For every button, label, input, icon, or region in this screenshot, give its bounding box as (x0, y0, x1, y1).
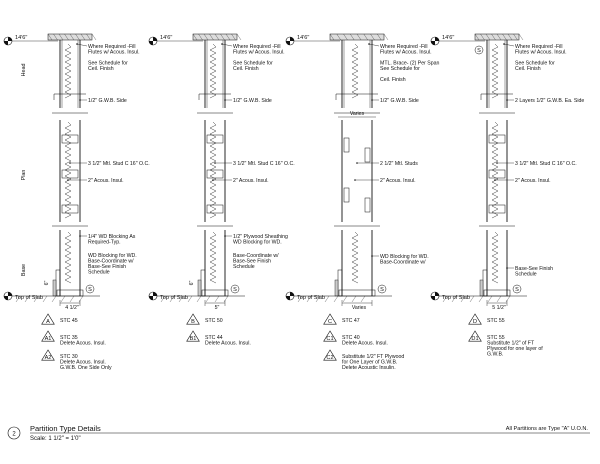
head-note: Flutes w/ Acous. Insul. (233, 49, 285, 56)
elevation-marker-quadrant (286, 296, 290, 300)
wood-base (480, 280, 483, 296)
insulation-zigzag (210, 44, 216, 98)
legend-line: STC 40 (342, 335, 360, 341)
wood-blocking (338, 270, 342, 296)
leader-dot (221, 43, 223, 45)
base-note: 1/2" Plywood Sheathing (233, 234, 288, 240)
deck-slab (330, 34, 384, 40)
legend-line: STC 35 (60, 335, 78, 341)
deck-hatch (92, 34, 96, 40)
plan-stud (207, 170, 223, 178)
elevation-marker (286, 292, 294, 300)
slab-hatch (43, 296, 47, 302)
base-note: Schedule (515, 271, 537, 278)
general-note: All Partitions are Type "A" U.O.N. (505, 426, 588, 432)
plan-note: 2" Acous. Insul. (233, 178, 269, 184)
head-note: Where Required -Fill (233, 44, 281, 50)
partition-type-tag: A (46, 319, 50, 325)
legend-line: G.W.B. One Side Only (60, 365, 112, 371)
base-note: Base-See Finish (88, 264, 127, 270)
head-elevation-label: 14'6" (442, 35, 455, 41)
slab-hatch (325, 296, 329, 302)
head-note: Flutes w/ Acous. Insul. (380, 49, 432, 56)
partition-column-d (431, 34, 584, 358)
plan-note: 2" Acous. Insul. (515, 178, 551, 184)
insulation-zigzag (65, 44, 71, 98)
head-note: Ceil. Finish (515, 66, 541, 72)
base-note: WD Blocking for WD. (88, 253, 137, 259)
leader-dot (496, 162, 498, 164)
elevation-marker (431, 37, 439, 45)
elevation-marker-quadrant (431, 296, 435, 300)
legend-line: STC 47 (342, 318, 360, 324)
head-note: See Schedule for (515, 60, 555, 67)
slab-hatch (52, 296, 56, 302)
elevation-marker (4, 37, 12, 45)
insulation-zigzag (210, 232, 216, 283)
legend-line: STC 44 (205, 335, 223, 341)
base-note: WD Blocking for WD. (233, 239, 282, 246)
deck-slab (48, 34, 92, 40)
sheet-footer (8, 424, 590, 442)
base-dimension-label: 5 1/2" (492, 305, 506, 311)
side-label-plan: Plan (21, 169, 27, 181)
plan-stud (62, 170, 78, 178)
plan-note: 2" Acous. Insul. (88, 178, 124, 184)
head-note: 2 Layers 1/2" G.W.B. Ea. Side (515, 98, 585, 104)
head-note: Ceil. Finish (380, 77, 406, 83)
head-note: Where Required -Fill (515, 44, 563, 50)
head-note: Flutes w/ Acous. Insul. (88, 49, 140, 56)
partition-column-b (149, 34, 295, 347)
wood-base (53, 280, 56, 296)
bottom-track (339, 290, 375, 296)
slab-hatch (224, 296, 228, 302)
deck-slab (475, 34, 519, 40)
elevation-marker-quadrant (290, 37, 294, 41)
detail-title: Partition Type Details (30, 424, 101, 433)
leader-dot (494, 179, 496, 181)
wood-blocking (201, 270, 205, 296)
plan-width-label: Varies (349, 111, 365, 117)
partition-column-c (286, 34, 440, 371)
head-note: Ceil. Finish (88, 66, 114, 72)
legend-line: Plywood for one layer of (487, 346, 543, 352)
plan-stud (62, 205, 78, 213)
detail-number: 2 (12, 431, 16, 438)
elevation-marker-quadrant (431, 41, 435, 45)
partition-type-tag: D1 (471, 336, 479, 342)
slab-hatch (488, 296, 492, 302)
bottom-track (57, 290, 83, 296)
base-note: Required-Typ. (88, 239, 121, 246)
bottom-track (202, 290, 228, 296)
leader-dot (79, 235, 81, 237)
side-label-base: Base (21, 263, 27, 277)
leader-dot (224, 99, 226, 101)
elevation-marker (149, 292, 157, 300)
deck-hatch (384, 34, 388, 40)
base-note: Base-Coordinate w/ (88, 258, 134, 265)
head-note: 1/2" G.W.B. Side (380, 98, 419, 104)
leader-dot (76, 43, 78, 45)
base-note: Base-Coordinate w/ (380, 259, 426, 266)
leader-dot (79, 99, 81, 101)
slab-hatch (79, 296, 83, 302)
slab-hatch (61, 296, 65, 302)
partition-type-tag: B1 (189, 336, 197, 342)
slab-hatch (479, 296, 483, 302)
leader-dot (368, 43, 370, 45)
base-vertical-dimension: 6" (189, 280, 195, 286)
top-of-slab-label: Top of Slab (160, 295, 188, 301)
base-note: Base-Coordinate w/ (233, 253, 279, 259)
legend-line: Delete Acous. Insul. (60, 340, 106, 347)
legend-line: Delete Acous. Insul. (205, 340, 251, 347)
head-note: Where Required -Fill (380, 44, 428, 50)
bottom-track (484, 290, 510, 296)
slab-hatch (197, 296, 201, 302)
base-note: Schedule (88, 269, 110, 276)
partition-type-tag: C2 (326, 355, 334, 361)
leader-dot (371, 99, 373, 101)
partition-type-tag: C (327, 319, 333, 325)
slab-hatch (506, 296, 510, 302)
deck-hatch (237, 34, 241, 40)
elevation-marker-quadrant (8, 292, 12, 296)
leader-line (77, 44, 87, 46)
deck-hatch (519, 34, 523, 40)
slab-hatch (70, 296, 74, 302)
slab-hatch (343, 296, 347, 302)
insulation-zigzag (492, 44, 498, 98)
leader-dot (371, 255, 373, 257)
head-note: See Schedule for (380, 66, 420, 72)
top-of-slab-label: Top of Slab (297, 295, 325, 301)
base-note: Base-See Finish (515, 266, 554, 272)
head-note: See Schedule for (88, 60, 128, 67)
base-note: Base-See Finish (233, 258, 272, 265)
callout-circle-label: S (233, 287, 237, 293)
elevation-marker-quadrant (290, 292, 294, 296)
head-elevation-label: 14'6" (297, 35, 310, 41)
plan-note: 2 1/2" Mtl. Studs (380, 161, 418, 167)
legend-line: STC 50 (205, 318, 223, 324)
legend-line: Delete Acoustic Insulin. (342, 365, 396, 371)
elevation-marker (149, 37, 157, 45)
base-note: WD Blocking for WD. (380, 254, 429, 260)
partition-type-tag: B (191, 319, 195, 325)
elevation-marker-quadrant (149, 41, 153, 45)
insulation-zigzag (492, 232, 498, 283)
plan-stud (344, 138, 349, 152)
elevation-marker-quadrant (8, 37, 12, 41)
plan-stud (489, 135, 505, 143)
wood-blocking (56, 270, 60, 296)
plan-stud (207, 135, 223, 143)
top-of-slab-label: Top of Slab (442, 295, 470, 301)
leader-dot (354, 179, 356, 181)
slab-hatch (215, 296, 219, 302)
plan-note: 3 1/2" Mtl. Stud C 16" O.C. (233, 161, 295, 167)
slab-hatch (497, 296, 501, 302)
base-note: 1/4" WD Blocking As (88, 234, 136, 240)
wood-base (198, 280, 201, 296)
leader-dot (214, 162, 216, 164)
elevation-marker (431, 292, 439, 300)
head-note: Where Required -Fill (88, 44, 136, 50)
leader-dot (503, 43, 505, 45)
slab-hatch (352, 296, 356, 302)
leader-line (222, 44, 232, 46)
plan-note: 2" Acous. Insul. (380, 178, 416, 184)
legend-line: Substitute 1/2" of FT (487, 340, 535, 347)
elevation-marker-quadrant (286, 41, 290, 45)
base-dimension-label: 5" (214, 305, 220, 311)
slab-hatch (188, 296, 192, 302)
head-note: 1/2" G.W.B. Side (233, 98, 272, 104)
leader-dot (212, 179, 214, 181)
leader-dot (506, 99, 508, 101)
partition-type-tag: C1 (326, 336, 334, 342)
elevation-marker-quadrant (435, 37, 439, 41)
top-of-slab-label: Top of Slab (15, 295, 43, 301)
partition-type-tag: A2 (44, 355, 52, 361)
elevation-marker (4, 292, 12, 300)
plan-stud (489, 205, 505, 213)
slab-hatch (470, 296, 474, 302)
head-note: 1/2" G.W.B. Side (88, 98, 127, 104)
base-vertical-dimension: 6" (44, 280, 50, 286)
elevation-marker (286, 37, 294, 45)
head-elevation-label: 14'6" (160, 35, 173, 41)
partition-type-tag: A1 (44, 336, 52, 342)
legend-line: Delete Acous. Insul. (342, 340, 388, 347)
base-dimension-label: 4 1/2" (65, 305, 79, 311)
head-note: Flutes w/ Acous. Insul. (515, 49, 567, 56)
insulation-zigzag (352, 232, 358, 283)
partition-column-a (4, 34, 150, 371)
insulation-zigzag (352, 44, 358, 98)
elevation-marker-quadrant (4, 41, 8, 45)
elevation-marker-quadrant (153, 292, 157, 296)
callout-circle-label: S (515, 287, 519, 293)
plan-stud (365, 148, 370, 162)
leader-dot (356, 162, 358, 164)
callout-circle-label: S (477, 48, 481, 54)
leader-line (369, 44, 379, 46)
elevation-marker-quadrant (435, 292, 439, 296)
plan-note: 3 1/2" Mtl. Stud C 16" O.C. (88, 161, 150, 167)
slab-hatch (334, 296, 338, 302)
legend-line: STC 55 (487, 318, 505, 324)
leader-dot (506, 267, 508, 269)
leader-line (504, 44, 514, 46)
plan-stud (344, 188, 349, 202)
head-note: MTL. Brace- (2) Per Span (380, 60, 440, 67)
slab-hatch (206, 296, 210, 302)
plan-stud (489, 170, 505, 178)
callout-circle-label: S (88, 287, 92, 293)
slab-hatch (361, 296, 365, 302)
elevation-marker-quadrant (4, 296, 8, 300)
head-note: See Schedule for (233, 60, 273, 67)
base-dimension-label: Varies (351, 305, 367, 311)
plan-note: 3 1/2" Mtl. Stud C 16" O.C. (515, 161, 577, 167)
head-note: Ceil. Finish (233, 66, 259, 72)
wood-blocking (483, 270, 487, 296)
leader-dot (67, 179, 69, 181)
legend-line: Substitute 1/2" FT Plywood (342, 354, 405, 360)
legend-line: Delete Acous. Insul. (60, 359, 106, 366)
callout-circle-label: S (380, 287, 384, 293)
wood-base (335, 280, 338, 296)
base-note: Schedule (233, 264, 255, 270)
legend-line: STC 45 (60, 318, 78, 324)
elevation-marker-quadrant (153, 37, 157, 41)
legend-line: G.W.B. (487, 351, 504, 358)
leader-dot (224, 235, 226, 237)
legend-line: for One Layer of G.W.B. (342, 359, 398, 366)
plan-stud (207, 205, 223, 213)
elevation-marker-quadrant (149, 296, 153, 300)
partition-type-tag: D (472, 319, 478, 325)
side-label-head: Head (21, 63, 27, 77)
leader-dot (69, 162, 71, 164)
insulation-zigzag (65, 232, 71, 283)
plan-stud (62, 135, 78, 143)
legend-line: STC 30 (60, 354, 78, 360)
head-elevation-label: 14'6" (15, 35, 28, 41)
deck-slab (193, 34, 237, 40)
detail-scale: Scale: 1 1/2" = 1'0" (30, 436, 81, 442)
plan-stud (365, 198, 370, 212)
legend-line: STC 55 (487, 335, 505, 341)
